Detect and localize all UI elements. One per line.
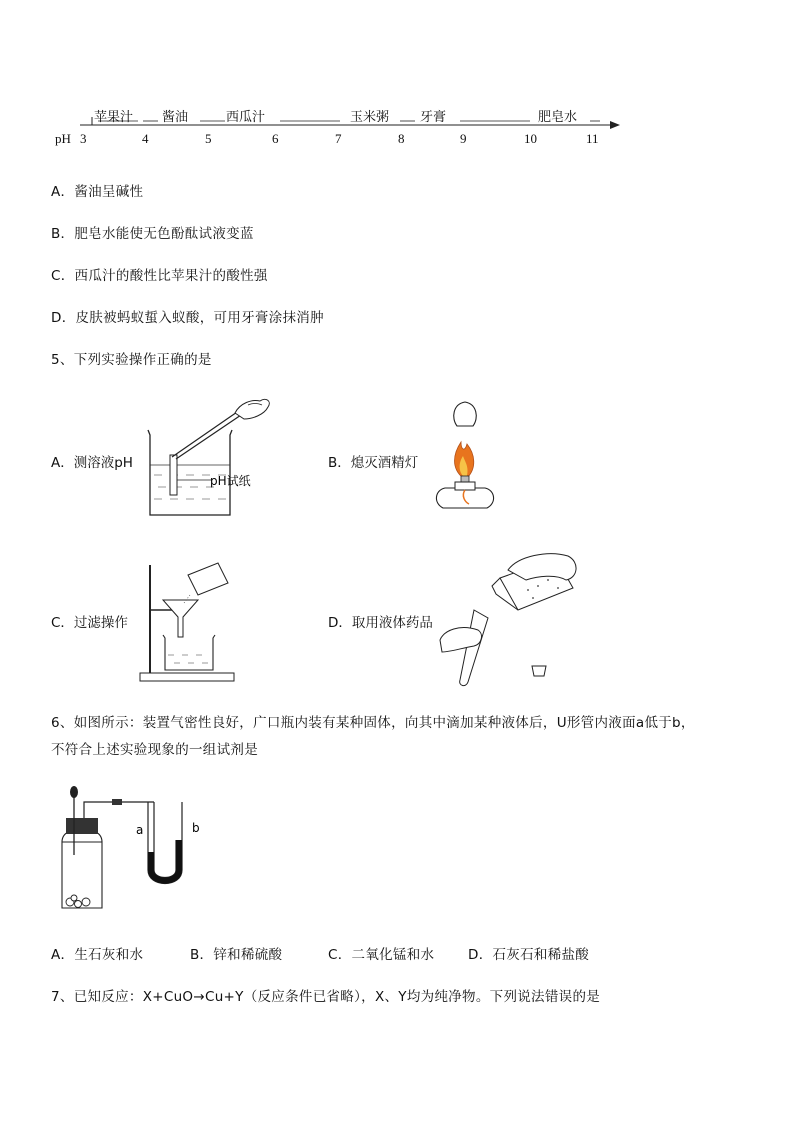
q4-option-c: C．西瓜汁的酸性比苹果汁的酸性强: [51, 268, 268, 284]
q6-option-c: C．二氧化锰和水: [328, 947, 435, 963]
liquid-pouring-illustration: [438, 548, 588, 688]
ph-substance: 苹果汁: [94, 110, 134, 125]
u-tube-label-b: b: [192, 821, 200, 835]
ph-paper-label: pH试纸: [210, 474, 251, 488]
alcohol-lamp-illustration: [425, 398, 505, 518]
ph-tick-4: 4: [142, 131, 149, 146]
q4-option-a: A．酱油呈碱性: [51, 184, 144, 200]
ph-substance: 酱油: [162, 110, 189, 125]
ph-tick-8: 8: [398, 131, 405, 146]
q5-option-b: B．熄灭酒精灯: [328, 455, 419, 471]
ph-tick-10: 10: [524, 131, 537, 146]
ph-substance: 肥皂水: [538, 110, 578, 125]
q6-option-a: A．生石灰和水: [51, 947, 144, 963]
ph-tick-5: 5: [205, 131, 212, 146]
ph-tick-6: 6: [272, 131, 279, 146]
ph-tick-3: 3: [80, 131, 87, 146]
q6-option-b: B．锌和稀硫酸: [190, 947, 283, 963]
q5-option-a: A．测溶液pH: [51, 455, 133, 471]
q4-option-b: B．肥皂水能使无色酚酞试液变蓝: [51, 226, 254, 242]
q6-stem-line1: 6、如图所示：装置气密性良好，广口瓶内装有某种固体，向其中滴加某种液体后，U形管内液面a低于b，: [51, 715, 695, 731]
u-tube-apparatus: [52, 780, 212, 915]
ph-tick-9: 9: [460, 131, 467, 146]
q6-stem-line2: 不符合上述实验现象的一组试剂是: [51, 742, 258, 758]
ph-axis-label: pH: [55, 131, 71, 146]
ph-test-illustration: [140, 395, 280, 525]
filtration-illustration: [138, 555, 238, 685]
q5-option-d: D．取用液体药品: [328, 615, 433, 631]
q7-stem: 7、已知反应：X+CuO→Cu+Y（反应条件已省略），X、Y均为纯净物。下列说法错误的是: [51, 989, 601, 1005]
q4-option-d: D．皮肤被蚂蚁蜇入蚁酸，可用牙膏涂抹消肿: [51, 310, 324, 326]
ph-tick-11: 11: [586, 131, 599, 146]
q5-stem: 5、下列实验操作正确的是: [51, 352, 212, 368]
ph-substance: 牙膏: [420, 110, 447, 125]
ph-tick-7: 7: [335, 131, 342, 146]
q6-option-d: D．石灰石和稀盐酸: [468, 947, 590, 963]
u-tube-label-a: a: [136, 823, 144, 837]
q5-option-c: C．过滤操作: [51, 615, 128, 631]
ph-substance: 玉米粥: [350, 110, 390, 125]
ph-substance: 西瓜汁: [226, 110, 266, 125]
